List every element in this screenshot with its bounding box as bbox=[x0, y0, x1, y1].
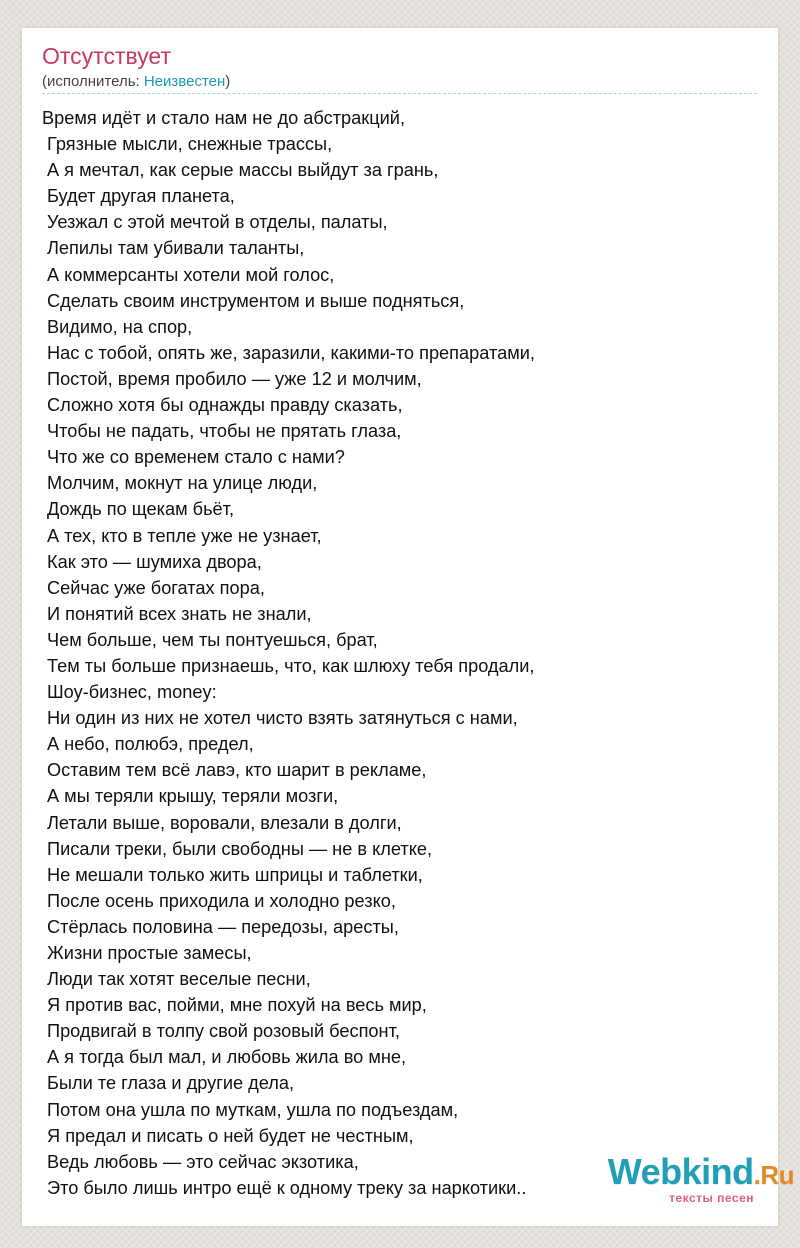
lyric-line: Тем ты больше признаешь, что, как шлюху тебя продали, bbox=[47, 655, 535, 676]
lyric-line: Будет другая планета, bbox=[47, 186, 235, 207]
lyric-line: И понятий всех знать не знали, bbox=[47, 603, 312, 624]
lyric-line: Ведь любовь — это сейчас экзотика, bbox=[47, 1151, 359, 1172]
logo-tld: .Ru bbox=[753, 1160, 794, 1190]
lyric-line: Оставим тем всё лавэ, кто шарит в рекламе, bbox=[47, 760, 427, 781]
divider bbox=[42, 93, 757, 94]
lyric-line: Люди так хотят веселые песни, bbox=[47, 969, 311, 990]
lyric-line: Чем больше, чем ты понтуешься, брат, bbox=[47, 629, 378, 650]
site-logo[interactable] bbox=[608, 1152, 794, 1205]
lyric-line: Шоу-бизнес, money: bbox=[47, 682, 217, 703]
lyric-line: Молчим, мокнут на улице люди, bbox=[47, 473, 318, 494]
lyric-line: А тех, кто в тепле уже не узнает, bbox=[47, 525, 322, 546]
lyric-line: Дождь по щекам бьёт, bbox=[47, 499, 235, 520]
lyric-line: Я предал и писать о ней будет не честным, bbox=[47, 1125, 414, 1146]
lyric-line: Жизни простые замесы, bbox=[47, 943, 252, 963]
lyric-line: Не мешали только жить шприцы и таблетки, bbox=[47, 864, 423, 885]
lyrics-card bbox=[22, 28, 778, 1226]
lyric-line: Это было лишь интро ещё к одному треку за наркотики.. bbox=[47, 1177, 527, 1198]
lyric-line: Видимо, на спор, bbox=[47, 316, 193, 337]
lyric-line: Время идёт и стало нам не до абстракций, bbox=[42, 108, 406, 128]
lyric-line: Писали треки, были свободны — не в клетке, bbox=[47, 838, 433, 859]
lyric-line: Сложно хотя бы однажды правду сказать, bbox=[47, 395, 403, 416]
lyric-line: Продвигай в толпу свой розовый беспонт, bbox=[47, 1021, 400, 1042]
logo-tagline: тексты песен bbox=[669, 1191, 754, 1205]
artist-suffix: ) bbox=[225, 73, 231, 90]
logo-name: Webkind bbox=[607, 1151, 754, 1192]
lyric-line: А небо, полюбэ, предел, bbox=[47, 734, 254, 755]
lyric-line: Чтобы не падать, чтобы не прятать глаза, bbox=[47, 421, 402, 442]
lyric-line: Летали выше, воровали, влезали в долги, bbox=[47, 812, 402, 833]
lyric-line: Стёрлась половина — передозы, аресты, bbox=[47, 916, 399, 937]
lyric-line: А коммерсанты хотели мой голос, bbox=[47, 264, 335, 285]
lyric-line: А мы теряли крышу, теряли мозги, bbox=[47, 786, 339, 807]
lyric-line: Постой, время пробило — уже 12 и молчим, bbox=[47, 368, 422, 389]
lyric-line: Потом она ушла по муткам, ушла по подъездам, bbox=[47, 1099, 459, 1120]
lyric-line: Как это — шумиха двора, bbox=[47, 551, 262, 572]
lyric-line: Ни один из них не хотел чисто взять затянуться с нами, bbox=[47, 708, 518, 729]
lyric-line: Уезжал с этой мечтой в отделы, палаты, bbox=[47, 212, 388, 233]
song-title: Отсутствует bbox=[42, 43, 171, 69]
artist-link[interactable]: Неизвестен bbox=[143, 73, 226, 90]
lyric-line: А я мечтал, как серые массы выйдут за грань, bbox=[47, 160, 439, 181]
artist-prefix: (исполнитель: bbox=[42, 73, 144, 90]
artist-line bbox=[42, 73, 230, 90]
lyric-line: Лепилы там убивали таланты, bbox=[47, 238, 305, 259]
lyric-line: Нас с тобой, опять же, заразили, какими-то препаратами, bbox=[47, 342, 535, 363]
lyrics-text bbox=[42, 105, 535, 1201]
lyric-line: Сделать своим инструментом и выше подняться, bbox=[47, 290, 465, 311]
lyric-line: Я против вас, пойми, мне похуй на весь мир, bbox=[47, 995, 427, 1016]
lyric-line: Грязные мысли, снежные трассы, bbox=[47, 134, 333, 155]
lyric-line: А я тогда был мал, и любовь жила во мне, bbox=[47, 1047, 407, 1068]
lyric-line: Сейчас уже богатах пора, bbox=[47, 577, 265, 598]
lyric-line: После осень приходила и холодно резко, bbox=[47, 890, 396, 911]
lyric-line: Были те глаза и другие дела, bbox=[47, 1073, 295, 1094]
lyric-line: Что же со временем стало с нами? bbox=[47, 447, 345, 468]
logo-wordmark bbox=[608, 1152, 794, 1195]
